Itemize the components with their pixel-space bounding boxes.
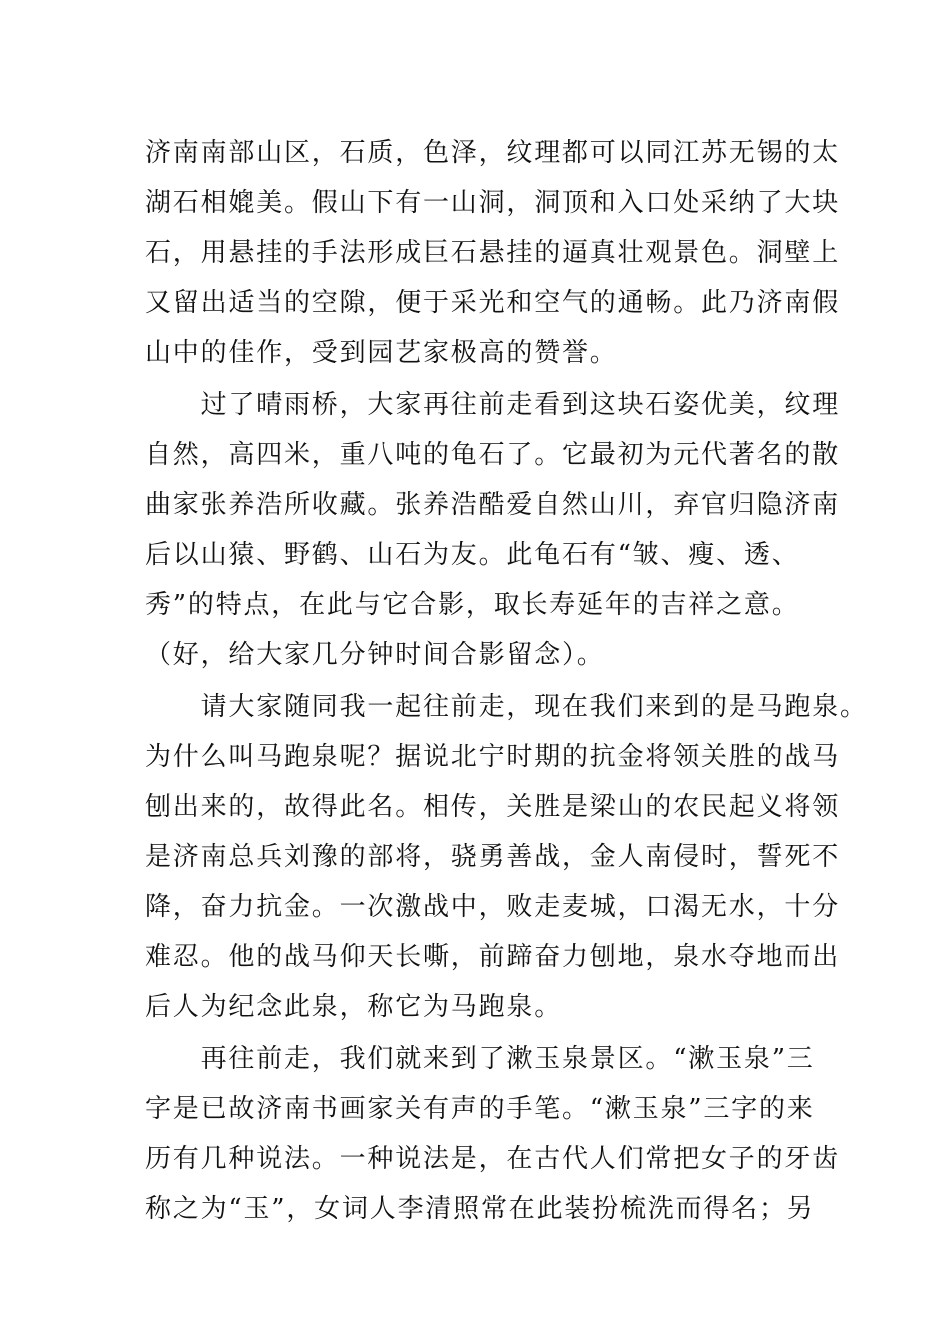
text-line: 历有几种说法。一种说法是，在古代人们常把女子的牙齿	[145, 1144, 841, 1174]
text-line: 自然，高四米，重八吨的龟石了。它最初为元代著名的散	[145, 440, 841, 470]
text-line: 请大家随同我一起往前走，现在我们来到的是马跑泉。	[145, 692, 868, 722]
text-line: 降，奋力抗金。一次激战中，败走麦城，口渴无水，十分	[145, 892, 841, 922]
text-line: 秀”的特点，在此与它合影，取长寿延年的吉祥之意。	[145, 590, 800, 620]
text-line: 难忍。他的战马仰天长嘶，前蹄奋力刨地，泉水夺地而出	[145, 942, 841, 972]
text-line: 称之为“玉”，女词人李清照常在此装扮梳洗而得名；另	[145, 1194, 815, 1224]
text-line: 曲家张养浩所收藏。张养浩酷爱自然山川，弃官归隐济南	[145, 490, 841, 520]
text-line: 山中的佳作，受到园艺家极高的赞誉。	[145, 338, 618, 368]
text-line: 是济南总兵刘豫的部将，骁勇善战，金人南侵时，誓死不	[145, 842, 841, 872]
text-line: 刨出来的，故得此名。相传，关胜是梁山的农民起义将领	[145, 792, 841, 822]
body-text	[145, 128, 868, 1234]
text-line: 字是已故济南书画家关有声的手笔。“漱玉泉”三字的来	[145, 1094, 815, 1124]
text-line: 又留出适当的空隙，便于采光和空气的通畅。此乃济南假	[145, 288, 841, 318]
text-line: 济南南部山区，石质，色泽，纹理都可以同江苏无锡的太	[145, 138, 841, 168]
text-line: 湖石相媲美。假山下有一山洞，洞顶和入口处采纳了大块	[145, 188, 841, 218]
text-line: 过了晴雨桥，大家再往前走看到这块石姿优美，纹理	[145, 390, 841, 420]
text-line: 为什么叫马跑泉呢？据说北宁时期的抗金将领关胜的战马	[145, 742, 841, 772]
text-line: 后人为纪念此泉，称它为马跑泉。	[145, 992, 563, 1022]
text-line: 再往前走，我们就来到了漱玉泉景区。“漱玉泉”三	[145, 1044, 815, 1074]
text-line: 后以山猿、野鹤、山石为友。此龟石有“皱、瘦、透、	[145, 540, 800, 570]
text-line: （好，给大家几分钟时间合影留念）。	[145, 640, 605, 670]
text-line: 石，用悬挂的手法形成巨石悬挂的逼真壮观景色。洞壁上	[145, 238, 841, 268]
